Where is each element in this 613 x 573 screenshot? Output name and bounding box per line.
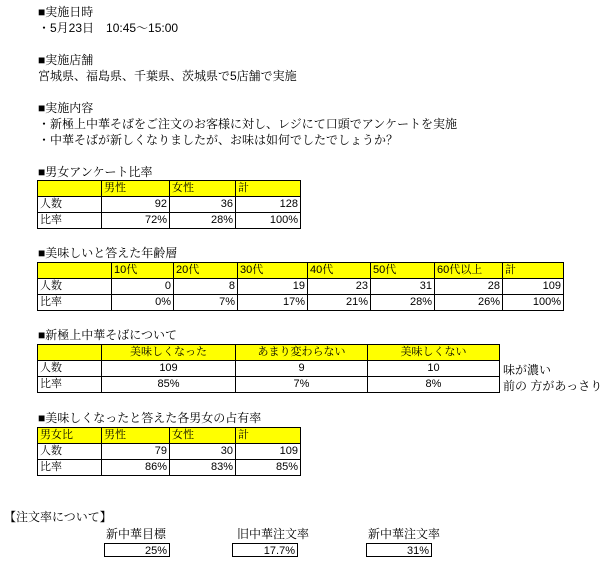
ramen-header-blank	[38, 345, 102, 361]
table-cell: 比率	[38, 460, 102, 476]
table-cell: 31	[371, 279, 435, 295]
age-table	[37, 262, 564, 311]
table-cell: 比率	[38, 295, 112, 311]
order-rate-value-new: 31%	[366, 543, 432, 557]
table-cell: 人数	[38, 444, 102, 460]
share-table	[37, 427, 301, 476]
ramen-note-rich: 味が濃い	[503, 363, 552, 377]
table-cell: 83%	[170, 460, 236, 476]
table-cell: 28%	[371, 295, 435, 311]
table-cell: 0	[112, 279, 174, 295]
table-cell: 92	[102, 197, 170, 213]
share-header-female: 女性	[170, 428, 236, 444]
order-rate-value-old: 17.7%	[232, 543, 298, 557]
table-cell: 比率	[38, 213, 102, 229]
share-header-ratio: 男女比	[38, 428, 102, 444]
gender-table	[37, 180, 301, 229]
table-cell: 26%	[435, 295, 503, 311]
share-header-total: 計	[236, 428, 301, 444]
table-cell: 21%	[308, 295, 371, 311]
table-cell: 100%	[503, 295, 564, 311]
table-cell: 19	[238, 279, 308, 295]
age-header-total: 計	[503, 263, 564, 279]
ramen-header-tastier: 美味しくなった	[102, 345, 236, 361]
content-line-2: ・中華そばが新しくなりましたが、お味は如何でしたでしょうか？	[38, 133, 399, 147]
table-cell: 109	[102, 361, 236, 377]
order-rate-label-new: 新中華注文率	[368, 527, 441, 541]
date-line: ・5月23日 10:45〜15:00	[38, 21, 179, 35]
ramen-note-lighter: 前の 方があっさり	[503, 379, 603, 393]
order-rate-value-target: 25%	[104, 543, 170, 557]
gender-header-male: 男性	[102, 181, 170, 197]
gender-header-total: 計	[236, 181, 301, 197]
content-heading: ■実施内容	[38, 101, 94, 115]
table-cell: 人数	[38, 361, 102, 377]
age-header-blank	[38, 263, 112, 279]
age-header-50s: 50代	[371, 263, 435, 279]
table-cell: 85%	[102, 377, 236, 393]
table-cell: 72%	[102, 213, 170, 229]
stores-heading: ■実施店舗	[38, 53, 94, 67]
table-cell: 9	[236, 361, 368, 377]
ramen-header-same: あまり変わらない	[236, 345, 368, 361]
order-rate-label-old: 旧中華注文率	[237, 527, 310, 541]
ramen-table	[37, 344, 500, 393]
table-cell: 128	[236, 197, 301, 213]
table-cell: 23	[308, 279, 371, 295]
ramen-table-title: ■新極上中華そばについて	[38, 328, 178, 342]
table-cell: 人数	[38, 279, 112, 295]
table-cell: 109	[236, 444, 301, 460]
gender-header-blank	[38, 181, 102, 197]
date-heading: ■実施日時	[38, 5, 94, 19]
table-cell: 8	[174, 279, 238, 295]
table-cell: 109	[503, 279, 564, 295]
table-cell: 比率	[38, 377, 102, 393]
gender-table-title: ■男女アンケート比率	[38, 165, 153, 179]
table-cell: 8%	[368, 377, 500, 393]
table-cell: 85%	[236, 460, 301, 476]
age-header-60plus: 60代以上	[435, 263, 503, 279]
age-header-10s: 10代	[112, 263, 174, 279]
table-cell: 10	[368, 361, 500, 377]
table-cell: 0%	[112, 295, 174, 311]
table-cell: 7%	[174, 295, 238, 311]
content-line-1: ・新極上中華そばをご注文のお客様に対し、レジにて口頭でアンケートを実施	[38, 117, 457, 131]
gender-header-female: 女性	[170, 181, 236, 197]
share-table-title: ■美味しくなったと答えた各男女の占有率	[38, 411, 262, 425]
table-cell: 17%	[238, 295, 308, 311]
table-cell: 79	[102, 444, 170, 460]
table-cell: 28	[435, 279, 503, 295]
table-cell: 28%	[170, 213, 236, 229]
age-header-20s: 20代	[174, 263, 238, 279]
order-rate-heading: 【注文率について】	[4, 510, 112, 524]
share-header-male: 男性	[102, 428, 170, 444]
stores-line: 宮城県、福島県、千葉県、茨城県で5店舗で実施	[38, 69, 297, 83]
table-cell: 30	[170, 444, 236, 460]
table-cell: 7%	[236, 377, 368, 393]
table-cell: 86%	[102, 460, 170, 476]
age-header-30s: 30代	[238, 263, 308, 279]
table-cell: 36	[170, 197, 236, 213]
order-rate-label-target: 新中華目標	[106, 527, 167, 541]
table-cell: 100%	[236, 213, 301, 229]
table-cell: 人数	[38, 197, 102, 213]
ramen-header-not-tasty: 美味しくない	[368, 345, 500, 361]
age-header-40s: 40代	[308, 263, 371, 279]
age-table-title: ■美味しいと答えた年齢層	[38, 246, 178, 260]
